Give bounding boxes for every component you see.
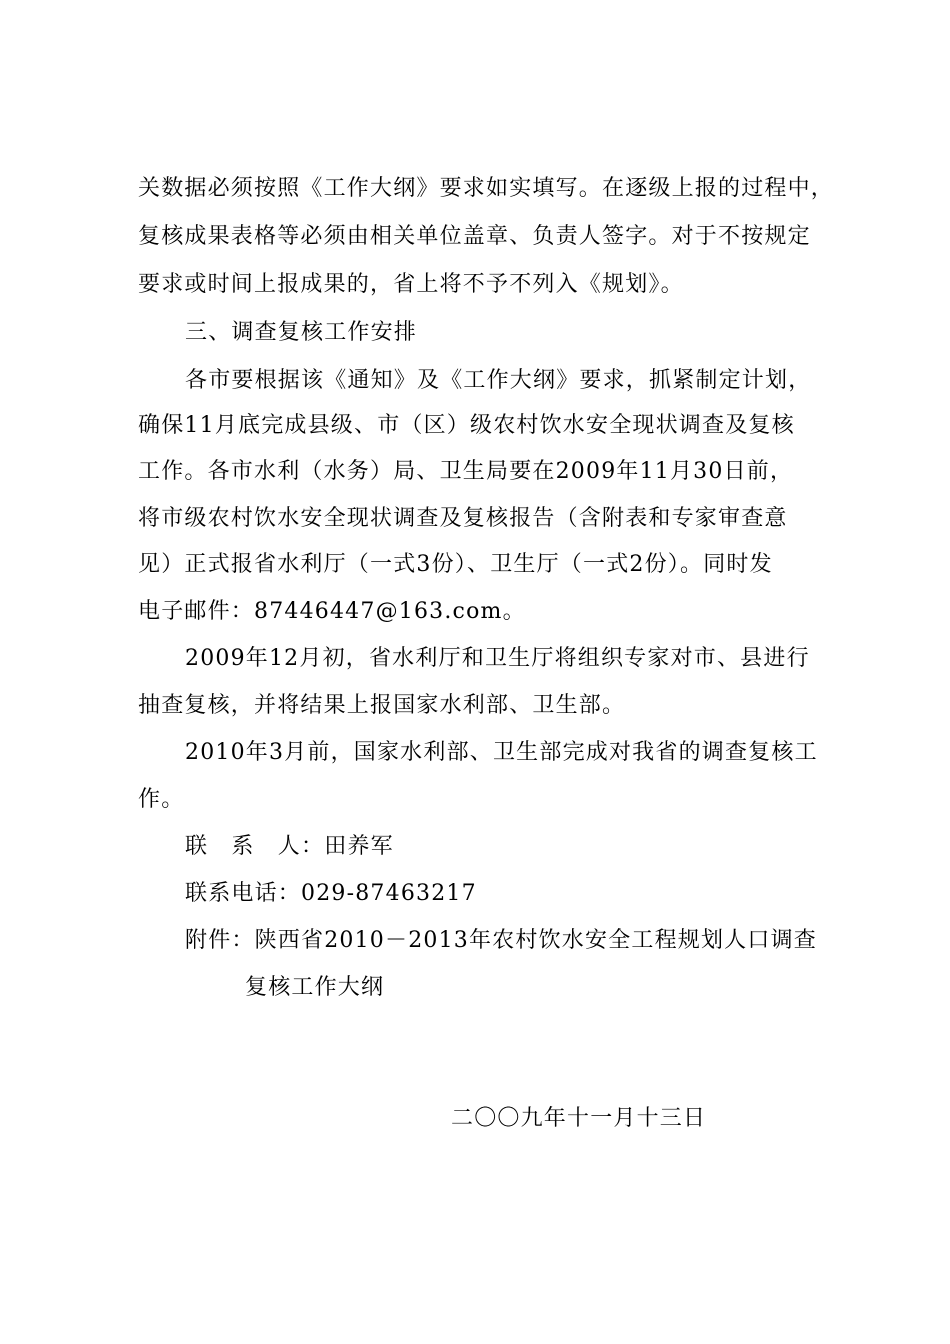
paragraph-line: 见）正式报省水利厅（一式3份）、卫生厅（一式2份）。同时发 [138, 552, 773, 577]
paragraph-line: 将市级农村饮水安全现状调查及复核报告（含附表和专家审查意 [138, 506, 788, 531]
paragraph-line: 确保11月底完成县级、市（区）级农村饮水安全现状调查及复核 [138, 413, 795, 438]
paragraph-line: 作。 [138, 787, 185, 812]
paragraph-line: 抽查复核，并将结果上报国家水利部、卫生部。 [138, 693, 626, 718]
contact-phone: 联系电话：029-87463217 [185, 881, 477, 906]
email-line: 电子邮件：87446447@163.com。 [138, 599, 526, 624]
paragraph-line: 各市要根据该《通知》及《工作大纲》要求，抓紧制定计划， [185, 368, 812, 393]
attachment-line: 复核工作大纲 [245, 975, 385, 1000]
paragraph-line: 工作。各市水利（水务）局、卫生局要在2009年11月30日前， [138, 459, 794, 484]
paragraph-line: 关数据必须按照《工作大纲》要求如实填写。在逐级上报的过程中， [138, 176, 835, 201]
document-date: 二〇〇九年十一月十三日 [451, 1106, 707, 1131]
paragraph-line: 2009年12月初，省水利厅和卫生厅将组织专家对市、县进行 [185, 646, 810, 671]
paragraph-line: 2010年3月前，国家水利部、卫生部完成对我省的调查复核工 [185, 740, 818, 765]
section-heading: 三、调查复核工作安排 [185, 320, 418, 345]
paragraph-line: 复核成果表格等必须由相关单位盖章、负责人签字。对于不按规定 [138, 224, 811, 249]
paragraph-line: 要求或时间上报成果的，省上将不予不列入《规划》。 [138, 272, 684, 297]
contact-person: 联 系 人：田养军 [185, 834, 394, 859]
attachment-line: 附件：陕西省2010－2013年农村饮水安全工程规划人口调查 [185, 928, 817, 953]
